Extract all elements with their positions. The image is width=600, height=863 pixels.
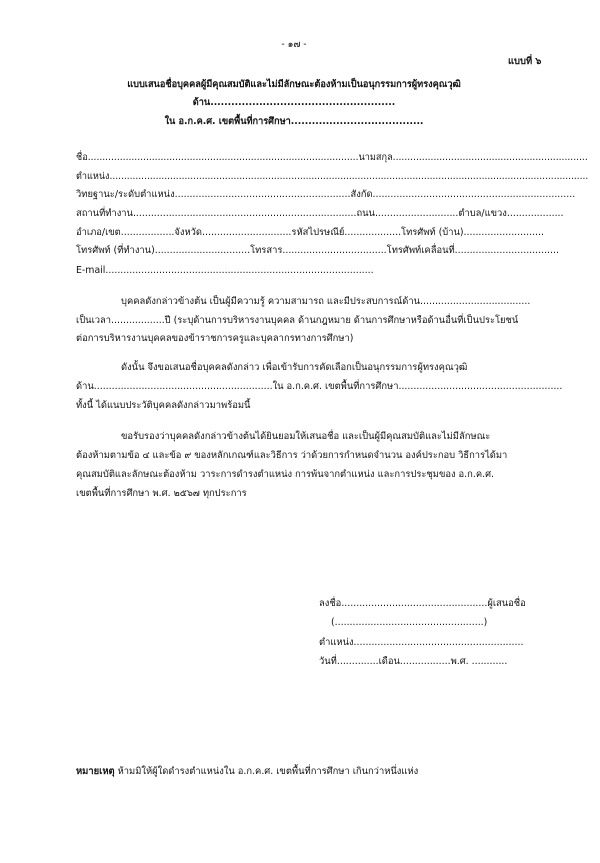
name-field: ชื่อ.............................................................................................นามสกุล................................................................... — [76, 152, 588, 163]
district-field: อำเภอ/เขต..................จังหวัด..............................รหัสไปรษณีย์...................โทรศัพท์ (บ้าน)........................... — [76, 227, 544, 238]
nomination-field-line: ด้าน............................................................ใน อ.ก.ค.ศ. เขตพื้นที่การศึกษา....................................................... — [76, 381, 563, 392]
experience-note: ต่อการบริหารงานบุคคลของข้าราชการครูและบุคลากรทางการศึกษา) — [76, 333, 354, 344]
phone-field: โทรศัพท์ (ที่ทำงาน)................................โทรสาร...................................โทรศัพท์เคลื่อนที่................................... — [76, 245, 559, 256]
signature-date-line: วันที่..............เดือน.................พ.ศ. ............ — [319, 656, 508, 667]
signature-line: ลงชื่อ.................................................ผู้เสนอชื่อ — [319, 598, 526, 609]
email-field: E-mail.......................................................................................... — [76, 265, 374, 276]
form-title: แบบเสนอชื่อบุคคลผู้มีคุณสมบัติและไม่มีลักษณะต้องห้ามเป็นอนุกรรมการผู้ทรงคุณวุฒิ — [127, 79, 461, 90]
certification-line-2: ต้องห้ามตามข้อ ๔ และข้อ ๙ ของหลักเกณฑ์และวิธีการ ว่าด้วยการกำหนดจำนวน องค์ประกอบ วิธีการได้มา — [76, 450, 508, 461]
title-area-line: ใน อ.ก.ค.ศ. เขตพื้นที่การศึกษา...................................... — [164, 116, 424, 127]
form-number: แบบที่ ๖ — [508, 56, 542, 67]
page-number: - ๑๗ - — [281, 39, 307, 50]
certification-line-3: คุณสมบัติและลักษณะต้องห้าม วาระการดำรงตำแหน่ง การพ้นจากตำแหน่ง และการประชุมของ อ.ก.ค.ศ. — [76, 469, 494, 480]
signer-position-line: ตำแหน่ง......................................................... — [319, 637, 524, 648]
title-field-line: ด้าน..................................................... — [192, 97, 396, 108]
signer-name-line: (..................................................) — [331, 617, 488, 628]
footnote-label: หมายเหตุ — [76, 766, 115, 777]
experience-line: บุคคลดังกล่าวข้างต้น เป็นผู้มีความรู้ ความสามารถ และมีประสบการณ์ด้าน..................................... — [121, 296, 531, 307]
academic-rank-field: วิทยฐานะ/ระดับตำแหน่ง...........................................................สังกัด.................................................................... — [76, 189, 576, 200]
certification-line-1: ขอรับรองว่าบุคคลดังกล่าวข้างต้นได้ยินยอมให้เสนอชื่อ และเป็นผู้มีคุณสมบัติและไม่มีลักษณะ — [121, 431, 491, 442]
footnote — [76, 766, 418, 778]
workplace-field: สถานที่ทำงาน...........................................................................ถนน............................ตำบล/แขวง................... — [76, 208, 564, 219]
position-field: ตำแหน่ง...................................................................................................................................................................... — [76, 171, 589, 182]
attachment-note: ทั้งนี้ ได้แนบประวัติบุคคลดังกล่าวมาพร้อมนี้ — [76, 400, 251, 411]
nomination-line: ดังนั้น จึงขอเสนอชื่อบุคคลดังกล่าว เพื่อเข้ารับการคัดเลือกเป็นอนุกรรมการผู้ทรงคุณวุฒิ — [121, 362, 468, 373]
certification-line-4: เขตพื้นที่การศึกษา พ.ศ. ๒๕๖๗ ทุกประการ — [76, 488, 247, 499]
experience-duration: เป็นเวลา..................ปี (ระบุด้านการบริหารงานบุคคล ด้านกฎหมาย ด้านการศึกษาหรือด้านอื่นที่เป็นประโยชน์ — [76, 315, 519, 326]
footnote-text: ห้ามมิให้ผู้ใดดำรงตำแหน่งใน อ.ก.ค.ศ. เขตพื้นที่การศึกษา เกินกว่าหนึ่งแห่ง — [117, 766, 419, 777]
